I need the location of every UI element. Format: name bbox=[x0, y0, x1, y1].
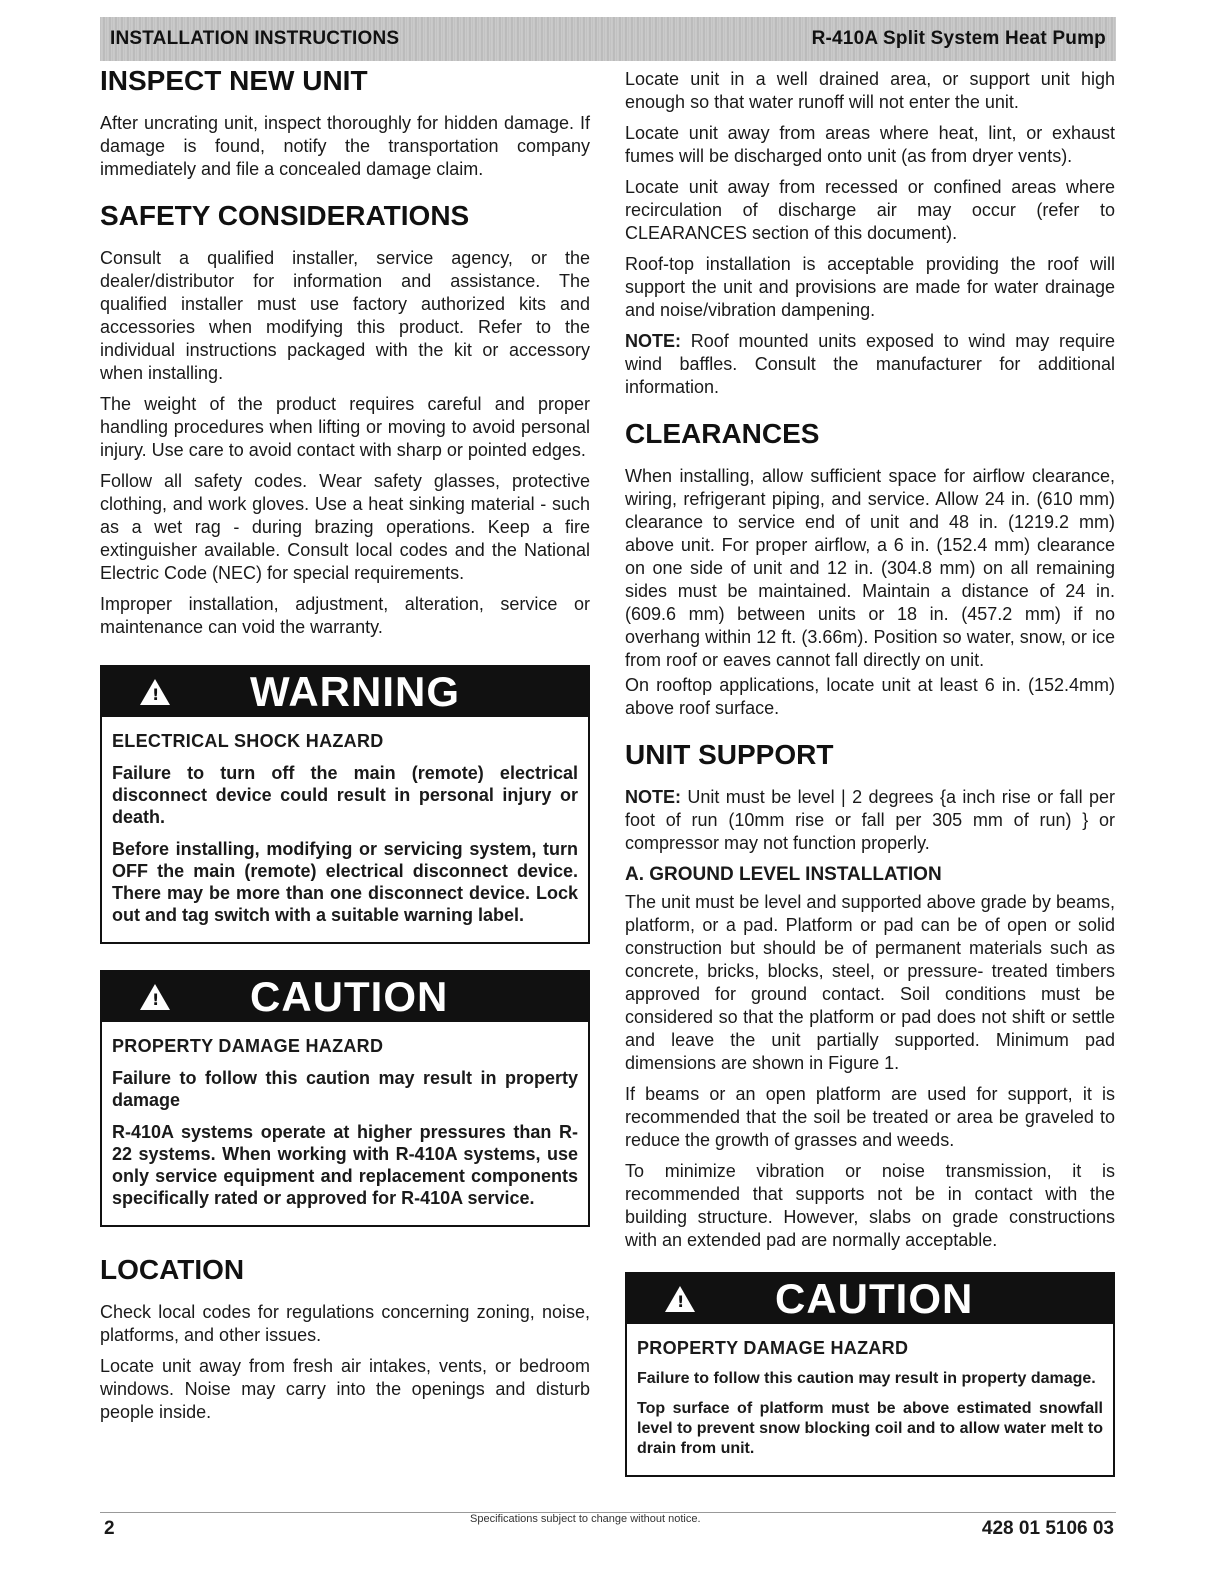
caution-header-2 bbox=[627, 1274, 1113, 1324]
caution-title-2: CAUTION bbox=[775, 1275, 974, 1322]
page-number: 2 bbox=[104, 1518, 115, 1539]
inspect-paragraph: After uncrating unit, inspect thoroughly for hidden damage. If damage is found, notify the transportation company immediately and file a concealed damage claim. bbox=[100, 113, 590, 179]
ground-level-subtitle: A. GROUND LEVEL INSTALLATION bbox=[625, 864, 942, 885]
header-bar bbox=[100, 17, 1116, 61]
location-paragraph-3: Locate unit in a well drained area, or support unit high enough so that water runoff will not enter the unit. bbox=[625, 69, 1115, 112]
safety-paragraph-1: Consult a qualified installer, service agency, or the dealer/distributor for information and assistance. The qualified installer must use factory authorized kits and accessories when modifying this product. Refer to the individual instructions packaged with the kit or accessory when installing. bbox=[100, 248, 590, 383]
caution-triangle-icon bbox=[140, 984, 170, 1010]
caution-body-1 bbox=[102, 1022, 588, 1225]
clearances-title: CLEARANCES bbox=[625, 418, 820, 449]
inspect-title: INSPECT NEW UNIT bbox=[100, 65, 368, 96]
warning-header bbox=[102, 667, 588, 717]
caution1-paragraph-1: Failure to follow this caution may result in property damage bbox=[112, 1068, 578, 1110]
caution-title-1: CAUTION bbox=[250, 973, 449, 1020]
location-paragraph-2: Locate unit away from fresh air intakes, vents, or bedroom windows. Noise may carry into the openings and disturb people inside. bbox=[100, 1356, 590, 1422]
clearances-paragraph-1: When installing, allow sufficient space for airflow clearance, wiring, refrigerant piping, and service. Allow 24 in. (610 mm) clearance to service end of unit and 48 in. (1219.2 mm) above unit. For proper airflow, a 6 in. (152.4 mm) clearance on one side of unit and 12 in. (304.8 mm) on all remaining sides must be maintained. Maintain a distance of 24 in. (609.6 mm) between units or 18 in. (457.2 mm) if no overhang within 12 ft. (3.66m). Position so water, snow, or ice from roof or eaves cannot fall directly on unit. bbox=[625, 466, 1115, 670]
caution1-paragraph-2: R-410A systems operate at higher pressures than R-22 systems. When working with R-410A systems, use only service equipment and replacement components specifically rated or approved for R-410A service. bbox=[112, 1122, 578, 1208]
caution-box-2 bbox=[625, 1272, 1115, 1477]
warning-paragraph-2: Before installing, modifying or servicing system, turn OFF the main (remote) electrical disconnect device. There may be more than one disconnect device. Lock out and tag switch with a suitable warning label. bbox=[112, 839, 578, 925]
location-paragraph-4: Locate unit away from areas where heat, lint, or exhaust fumes will be discharged onto unit (as from dryer vents). bbox=[625, 123, 1115, 166]
support-note-text: Unit must be level | 2 degrees {a inch rise or fall per foot of run (10mm rise or fall per 305 mm of run) } or compressor may not function properly. bbox=[625, 787, 1115, 853]
safety-paragraph-2: The weight of the product requires careful and proper handling procedures when lifting or moving to avoid personal injury. Use care to avoid contact with sharp or pointed edges. bbox=[100, 394, 590, 460]
support-paragraph-1: The unit must be level and supported above grade by beams, platform, or a pad. Platform or pad can be of open or solid construction but should be of permanent materials such as concrete, bricks, blocks, steel, or pressure- treated timbers approved for ground contact. Soil conditions must be considered so that the platform or pad does not shift or settle and leave the unit partially supported. Minimum pad dimensions are shown in Figure 1. bbox=[625, 892, 1115, 1073]
warning-label: ELECTRICAL SHOCK HAZARD bbox=[112, 731, 384, 751]
location-note bbox=[625, 330, 1115, 399]
warning-body bbox=[102, 717, 588, 942]
warning-paragraph-1: Failure to turn off the main (remote) electrical disconnect device could result in personal injury or death. bbox=[112, 763, 578, 827]
caution-label-1: PROPERTY DAMAGE HAZARD bbox=[112, 1036, 384, 1056]
support-note-label: NOTE: bbox=[625, 787, 681, 807]
location-title: LOCATION bbox=[100, 1254, 245, 1285]
warning-title: WARNING bbox=[250, 668, 460, 715]
location-paragraph-6: Roof-top installation is acceptable providing the roof will support the unit and provisions are made for water drainage and noise/vibration dampening. bbox=[625, 254, 1115, 320]
safety-paragraph-4: Improper installation, adjustment, alteration, service or maintenance can void the warranty. bbox=[100, 594, 590, 637]
header-right: R-410A Split System Heat Pump bbox=[811, 28, 1106, 49]
header-left: INSTALLATION INSTRUCTIONS bbox=[110, 28, 400, 49]
safety-paragraph-3: Follow all safety codes. Wear safety glasses, protective clothing, and work gloves. Use a heat sinking material - such as a wet rag - during brazing operations. Keep a fire extinguisher available. Consult local codes and the National Electric Code (NEC) for special requirements. bbox=[100, 471, 590, 583]
caution-body-2 bbox=[627, 1324, 1113, 1475]
support-title: UNIT SUPPORT bbox=[625, 739, 834, 770]
caution-header-1 bbox=[102, 972, 588, 1022]
location-note-label: NOTE: bbox=[625, 331, 681, 351]
document-number: 428 01 5106 03 bbox=[981, 1518, 1114, 1539]
caution2-paragraph-1: Failure to follow this caution may result in property damage. bbox=[637, 1370, 1096, 1387]
caution-triangle-icon bbox=[665, 1286, 695, 1312]
location-paragraph-1: Check local codes for regulations concerning zoning, noise, platforms, and other issues. bbox=[100, 1302, 590, 1345]
caution-box-1 bbox=[100, 970, 590, 1227]
location-note-text: Roof mounted units exposed to wind may require wind baffles. Consult the manufacturer for additional information. bbox=[625, 331, 1115, 397]
safety-title: SAFETY CONSIDERATIONS bbox=[100, 200, 470, 231]
support-paragraph-2: If beams or an open platform are used for support, it is recommended that the soil be treated or area be graveled to reduce the growth of grasses and weeds. bbox=[625, 1084, 1115, 1150]
warning-triangle-icon bbox=[140, 679, 170, 705]
warning-box bbox=[100, 665, 590, 944]
caution-label-2: PROPERTY DAMAGE HAZARD bbox=[637, 1338, 909, 1358]
support-note bbox=[625, 786, 1115, 855]
clearances-paragraph-2: On rooftop applications, locate unit at least 6 in. (152.4mm) above roof surface. bbox=[625, 675, 1115, 718]
support-paragraph-3: To minimize vibration or noise transmission, it is recommended that supports not be in contact with the building structure. However, slabs on grade constructions with an extended pad are normally acceptable. bbox=[625, 1161, 1115, 1250]
footer-note: Specifications subject to change without notice. bbox=[470, 1513, 701, 1525]
left-column bbox=[100, 64, 590, 1432]
location-paragraph-5: Locate unit away from recessed or confined areas where recirculation of discharge air may occur (refer to CLEARANCES section of this document). bbox=[625, 177, 1115, 243]
right-column bbox=[625, 64, 1115, 1477]
caution2-paragraph-2: Top surface of platform must be above estimated snowfall level to prevent snow blocking coil and to allow water melt to drain from unit. bbox=[637, 1400, 1103, 1457]
